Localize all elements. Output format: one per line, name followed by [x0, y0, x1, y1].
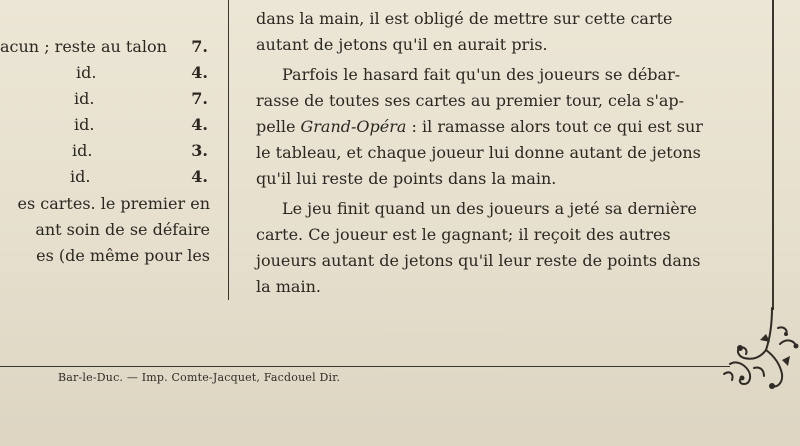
row-number: 4.: [191, 63, 208, 82]
text-line: rasse de toutes ses cartes au premier tour, cela s'ap-: [256, 91, 685, 110]
text-line: qu'il lui reste de points dans la main.: [256, 169, 557, 188]
text-line: [256, 114, 703, 140]
text-line: es cartes. le premier en: [17, 194, 210, 213]
text-segment: pelle: [256, 117, 301, 136]
row-label: id.: [74, 89, 95, 108]
frame-border: [772, 0, 774, 310]
footer-rule: [0, 366, 730, 367]
text-line: autant de jetons qu'il en aurait pris.: [256, 35, 548, 54]
table-row: [0, 138, 208, 164]
left-column: [0, 0, 226, 300]
table-row: [0, 60, 208, 86]
text-line: dans la main, il est obligé de mettre sur cette carte: [256, 9, 673, 28]
row-label: id.: [72, 141, 93, 160]
table-row: [0, 86, 208, 112]
text-segment: : il ramasse alors tout ce qui est sur: [406, 117, 703, 136]
text-line: la main.: [256, 277, 321, 296]
text-line: carte. Ce joueur est le gagnant; il reçoit des autres: [256, 225, 671, 244]
corner-ornament-icon: [720, 304, 800, 394]
row-label: acun ; reste au talon: [0, 37, 167, 56]
text-line: le tableau, et chaque joueur lui donne autant de jetons: [256, 143, 701, 162]
text-line: es (de même pour les: [36, 246, 210, 265]
text-line: ant soin de se défaire: [35, 220, 210, 239]
table-row: [0, 164, 208, 190]
row-number: 7.: [191, 37, 208, 56]
row-number: 3.: [191, 141, 208, 160]
row-number: 4.: [191, 115, 208, 134]
left-paragraph: [0, 191, 210, 269]
row-number: 7.: [191, 89, 208, 108]
row-label: id.: [74, 115, 95, 134]
table-row: [0, 112, 208, 138]
row-number: 4.: [191, 167, 208, 186]
text-line: Parfois le hasard fait qu'un des joueurs se débar-: [282, 65, 681, 84]
table-row: [0, 34, 208, 60]
row-label: id.: [76, 63, 97, 82]
printer-imprint: Bar-le-Duc. — Imp. Comte-Jacquet, Facdouel Dir.: [58, 371, 341, 384]
row-label: id.: [70, 167, 91, 186]
text-line: joueurs autant de jetons qu'il leur reste de points dans: [256, 251, 701, 270]
text-line: Le jeu finit quand un des joueurs a jeté sa dernière: [282, 199, 697, 218]
italic-term: Grand-Opéra: [300, 117, 407, 136]
column-divider: [228, 0, 229, 300]
